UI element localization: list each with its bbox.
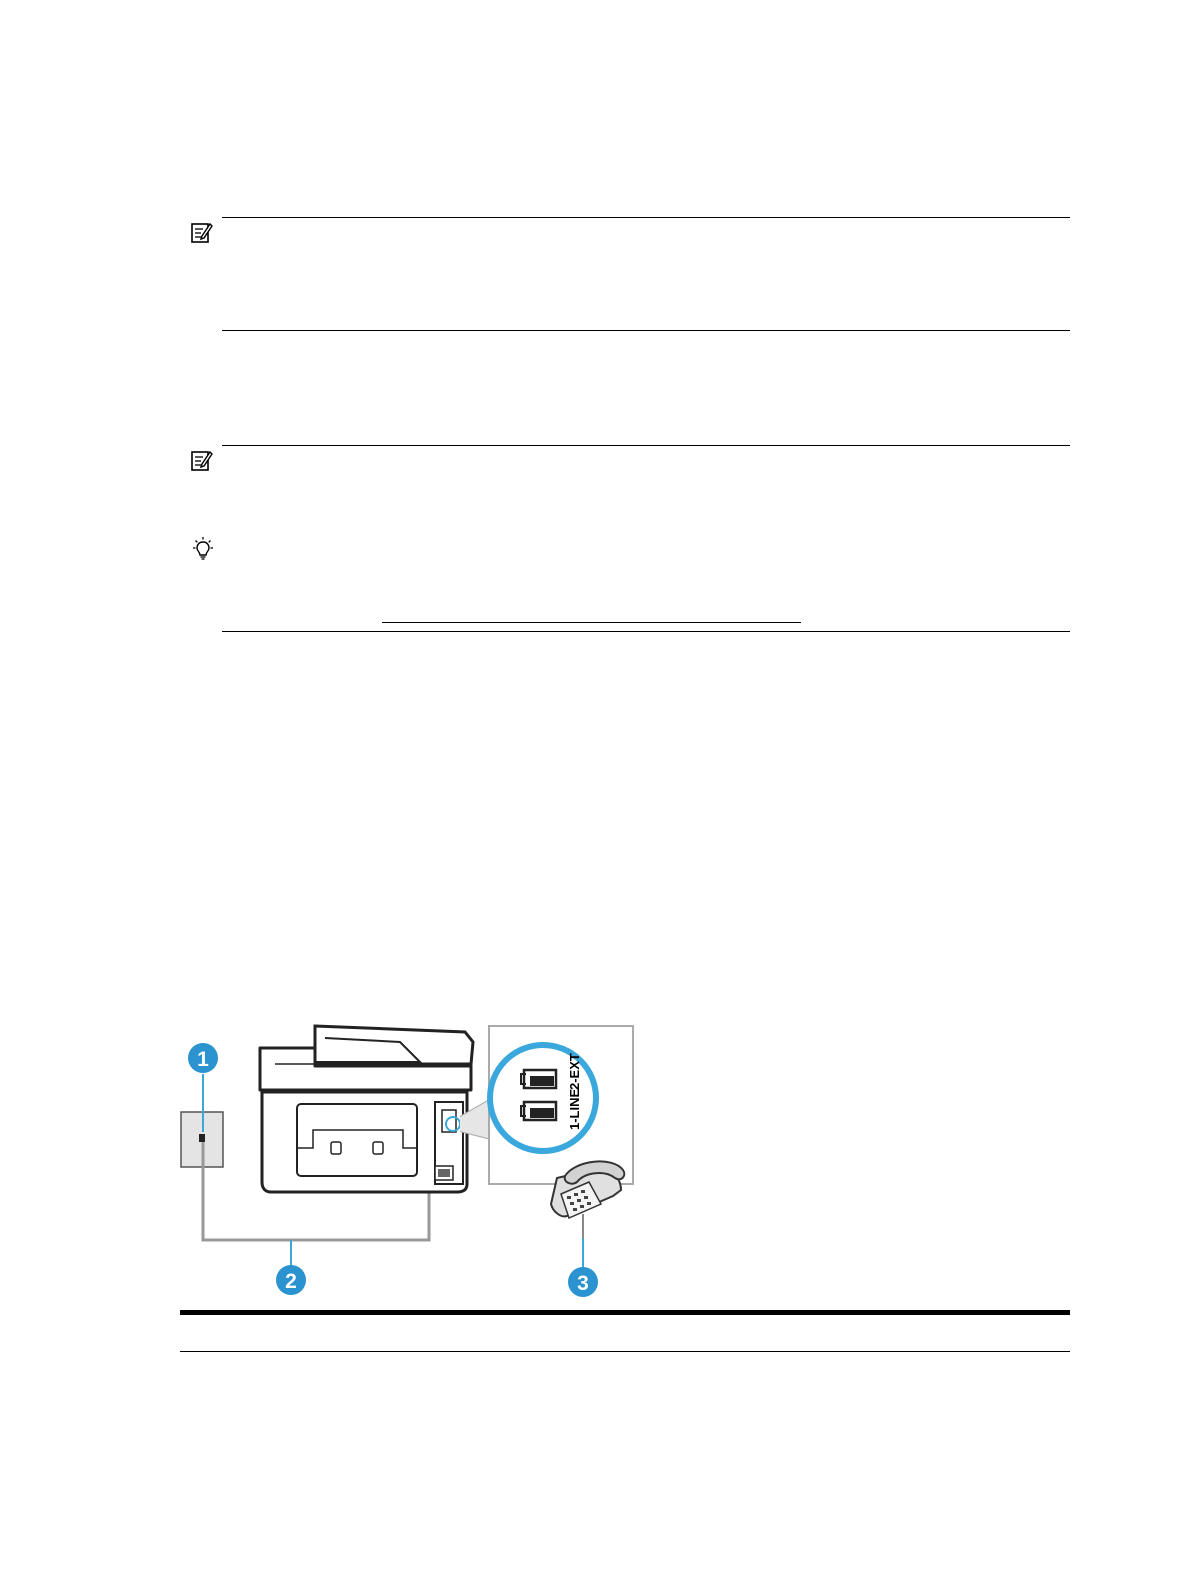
line-port-label: 1-LINE: [567, 1088, 582, 1130]
note-2-bottom-rule: [222, 631, 1070, 632]
fax-setup-figure: [165, 1018, 645, 1300]
note-1-bottom-rule: [222, 330, 1070, 331]
callout-1-label: 1: [197, 1048, 209, 1071]
note-2-top-rule: [222, 445, 1070, 446]
note-1-top-rule: [222, 217, 1070, 218]
telephone-illustration: [551, 1161, 624, 1268]
callout-2-label: 2: [285, 1270, 297, 1293]
callout-3-label: 3: [577, 1272, 589, 1295]
tip-lightbulb-icon: [190, 536, 216, 562]
table-top-rule: [180, 1310, 1070, 1315]
note-icon: [190, 449, 214, 473]
note-icon: [190, 221, 214, 245]
ext-port-label: 2-EXT: [567, 1053, 582, 1090]
table-row-rule: [180, 1351, 1070, 1352]
printer-illustration: [260, 1026, 473, 1192]
hyperlink-underline[interactable]: [382, 622, 801, 623]
